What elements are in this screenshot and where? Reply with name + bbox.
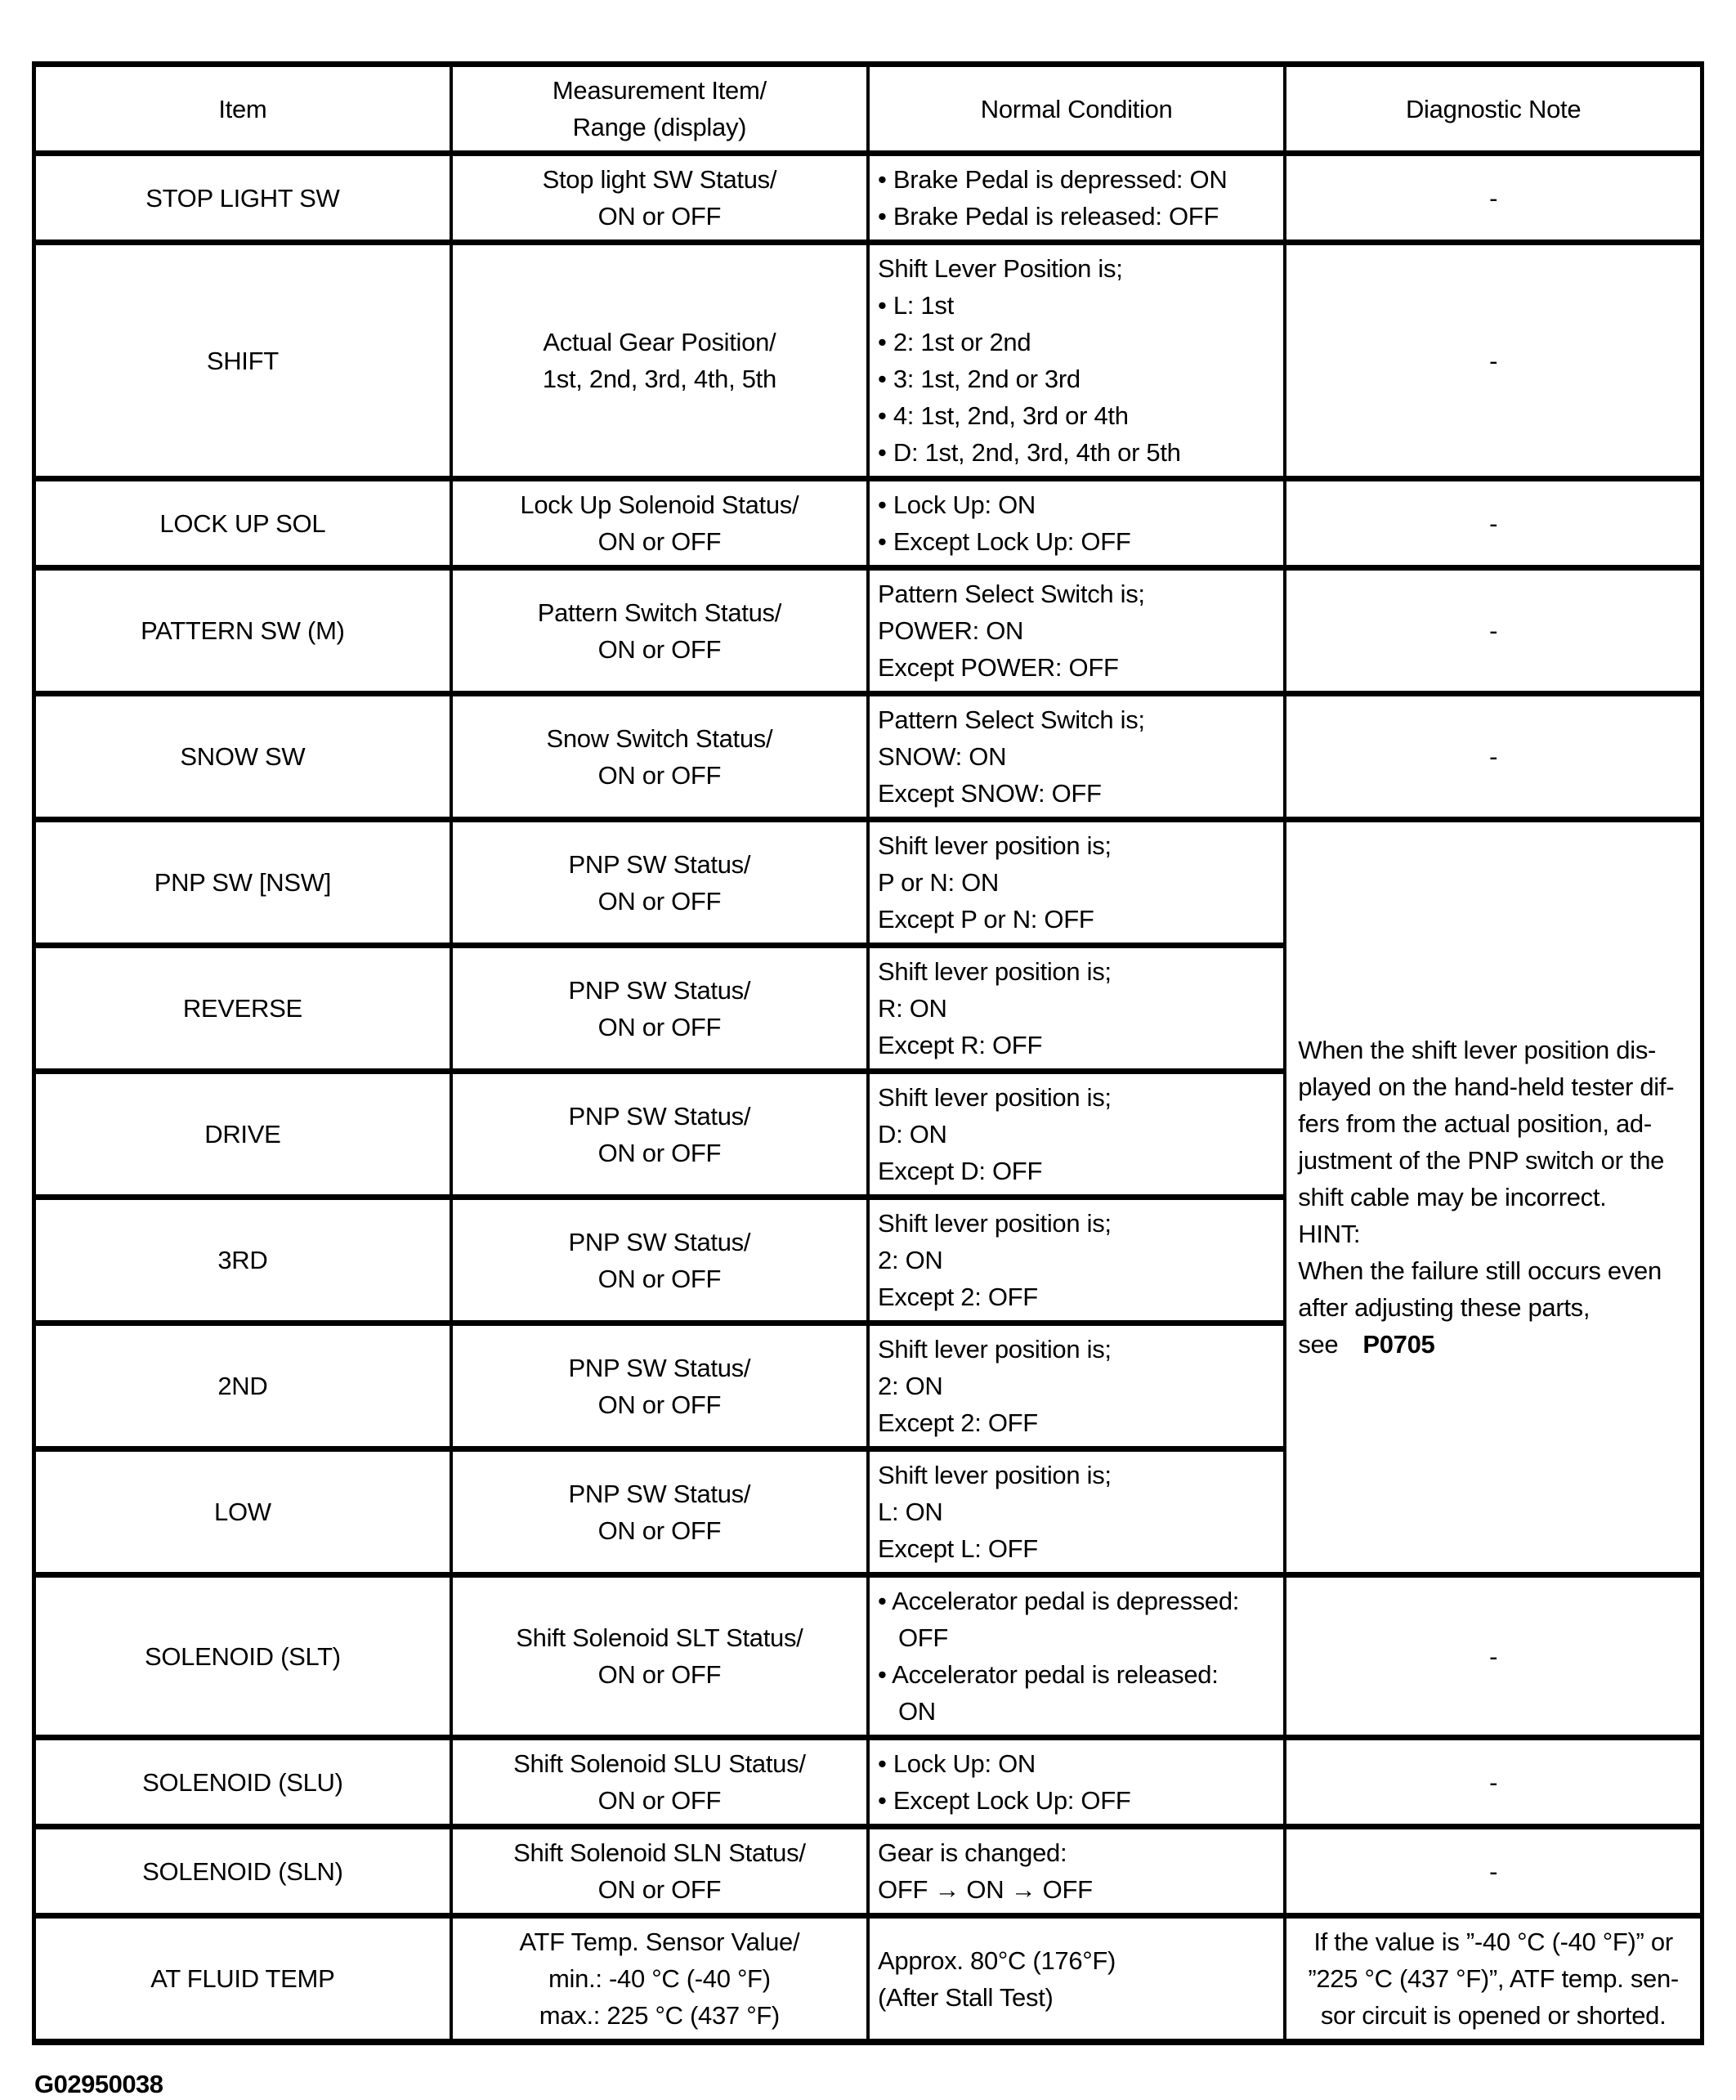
measurement-cell: ATF Temp. Sensor Value/ min.: -40 °C (-40 °F) max.: 225 °C (437 °F) xyxy=(451,1916,868,2043)
item-cell: 3RD xyxy=(34,1198,451,1323)
condition-cell: Shift lever position is; P or N: ON Except P or N: OFF xyxy=(868,820,1285,946)
condition-cell: • Brake Pedal is depressed: ON • Brake Pedal is released: OFF xyxy=(868,154,1285,243)
measurement-cell: Pattern Switch Status/ ON or OFF xyxy=(451,568,868,694)
table-row xyxy=(34,1738,1702,1827)
condition-cell: Gear is changed: OFF → ON → OFF xyxy=(868,1827,1285,1916)
see-label: see xyxy=(1298,1330,1339,1359)
diagnostic-note-merged-cell xyxy=(1285,820,1702,1575)
note-cell: - xyxy=(1285,479,1702,568)
header-row xyxy=(34,65,1702,154)
table-row xyxy=(34,568,1702,694)
condition-cell: Shift lever position is; R: ON Except R: OFF xyxy=(868,946,1285,1072)
condition-cell: Approx. 80°C (176°F) (After Stall Test) xyxy=(868,1916,1285,2043)
item-cell: SOLENOID (SLN) xyxy=(34,1827,451,1916)
table-row xyxy=(34,820,1702,946)
header-normal-condition: Normal Condition xyxy=(868,65,1285,154)
condition-cell: Pattern Select Switch is; POWER: ON Except POWER: OFF xyxy=(868,568,1285,694)
table-row xyxy=(34,1916,1702,2043)
note-cell: - xyxy=(1285,1827,1702,1916)
item-cell: DRIVE xyxy=(34,1072,451,1198)
figure-id: G02950038 xyxy=(34,2070,163,2098)
measurement-cell: Lock Up Solenoid Status/ ON or OFF xyxy=(451,479,868,568)
table-row xyxy=(34,243,1702,479)
measurement-cell: Shift Solenoid SLN Status/ ON or OFF xyxy=(451,1827,868,1916)
item-cell: PNP SW [NSW] xyxy=(34,820,451,946)
item-cell: 2ND xyxy=(34,1323,451,1449)
item-cell: LOW xyxy=(34,1449,451,1575)
condition-cell: Shift lever position is; 2: ON Except 2: OFF xyxy=(868,1323,1285,1449)
item-cell: REVERSE xyxy=(34,946,451,1072)
note-cell: - xyxy=(1285,1575,1702,1738)
condition-cell: Shift Lever Position is; • L: 1st • 2: 1st or 2nd • 3: 1st, 2nd or 3rd • 4: 1st, 2nd, 3rd or 4th • D: 1st, 2nd, 3rd, 4th or 5th xyxy=(868,243,1285,479)
condition-cell: • Lock Up: ON • Except Lock Up: OFF xyxy=(868,1738,1285,1827)
item-cell: SHIFT xyxy=(34,243,451,479)
note-cell: - xyxy=(1285,1738,1702,1827)
note-cell: - xyxy=(1285,568,1702,694)
table-row xyxy=(34,479,1702,568)
item-cell: STOP LIGHT SW xyxy=(34,154,451,243)
measurement-cell: Stop light SW Status/ ON or OFF xyxy=(451,154,868,243)
measurement-cell: Actual Gear Position/ 1st, 2nd, 3rd, 4th, 5th xyxy=(451,243,868,479)
diagnostic-note-text: When the shift lever position dis- played on the hand-held tester dif- fers from the actual position, ad- justment of the PNP switch or the shift cable may be incorrect. HINT: When the failure still occurs even after adjusting these parts, xyxy=(1298,1036,1675,1322)
measurement-cell: PNP SW Status/ ON or OFF xyxy=(451,820,868,946)
condition-cell: • Lock Up: ON • Except Lock Up: OFF xyxy=(868,479,1285,568)
table-row xyxy=(34,1827,1702,1916)
note-cell: If the value is ”-40 °C (-40 °F)” or ”225 °C (437 °F)”, ATF temp. sen- sor circuit is opened or shorted. xyxy=(1285,1916,1702,2043)
data-list-spec-table xyxy=(32,61,1704,2045)
table-row xyxy=(34,694,1702,820)
item-cell: SNOW SW xyxy=(34,694,451,820)
condition-cell: Shift lever position is; D: ON Except D: OFF xyxy=(868,1072,1285,1198)
measurement-cell: PNP SW Status/ ON or OFF xyxy=(451,1072,868,1198)
item-cell: SOLENOID (SLT) xyxy=(34,1575,451,1738)
measurement-cell: PNP SW Status/ ON or OFF xyxy=(451,1323,868,1449)
condition-cell: Shift lever position is; 2: ON Except 2: OFF xyxy=(868,1198,1285,1323)
item-cell: AT FLUID TEMP xyxy=(34,1916,451,2043)
note-cell: - xyxy=(1285,154,1702,243)
condition-cell: Pattern Select Switch is; SNOW: ON Except SNOW: OFF xyxy=(868,694,1285,820)
measurement-cell: PNP SW Status/ ON or OFF xyxy=(451,1198,868,1323)
dtc-code: P0705 xyxy=(1362,1330,1435,1359)
item-cell: SOLENOID (SLU) xyxy=(34,1738,451,1827)
note-cell: - xyxy=(1285,694,1702,820)
table-row xyxy=(34,154,1702,243)
see-reference xyxy=(1298,1326,1692,1363)
measurement-cell: Shift Solenoid SLT Status/ ON or OFF xyxy=(451,1575,868,1738)
measurement-cell: Snow Switch Status/ ON or OFF xyxy=(451,694,868,820)
table-row xyxy=(34,1575,1702,1738)
header-measurement: Measurement Item/ Range (display) xyxy=(451,65,868,154)
measurement-cell: Shift Solenoid SLU Status/ ON or OFF xyxy=(451,1738,868,1827)
condition-cell: Shift lever position is; L: ON Except L: OFF xyxy=(868,1449,1285,1575)
condition-cell: • Accelerator pedal is depressed: OFF • Accelerator pedal is released: ON xyxy=(868,1575,1285,1738)
measurement-cell: PNP SW Status/ ON or OFF xyxy=(451,946,868,1072)
header-item: Item xyxy=(34,65,451,154)
item-cell: LOCK UP SOL xyxy=(34,479,451,568)
note-cell: - xyxy=(1285,243,1702,479)
measurement-cell: PNP SW Status/ ON or OFF xyxy=(451,1449,868,1575)
header-diagnostic-note: Diagnostic Note xyxy=(1285,65,1702,154)
item-cell: PATTERN SW (M) xyxy=(34,568,451,694)
